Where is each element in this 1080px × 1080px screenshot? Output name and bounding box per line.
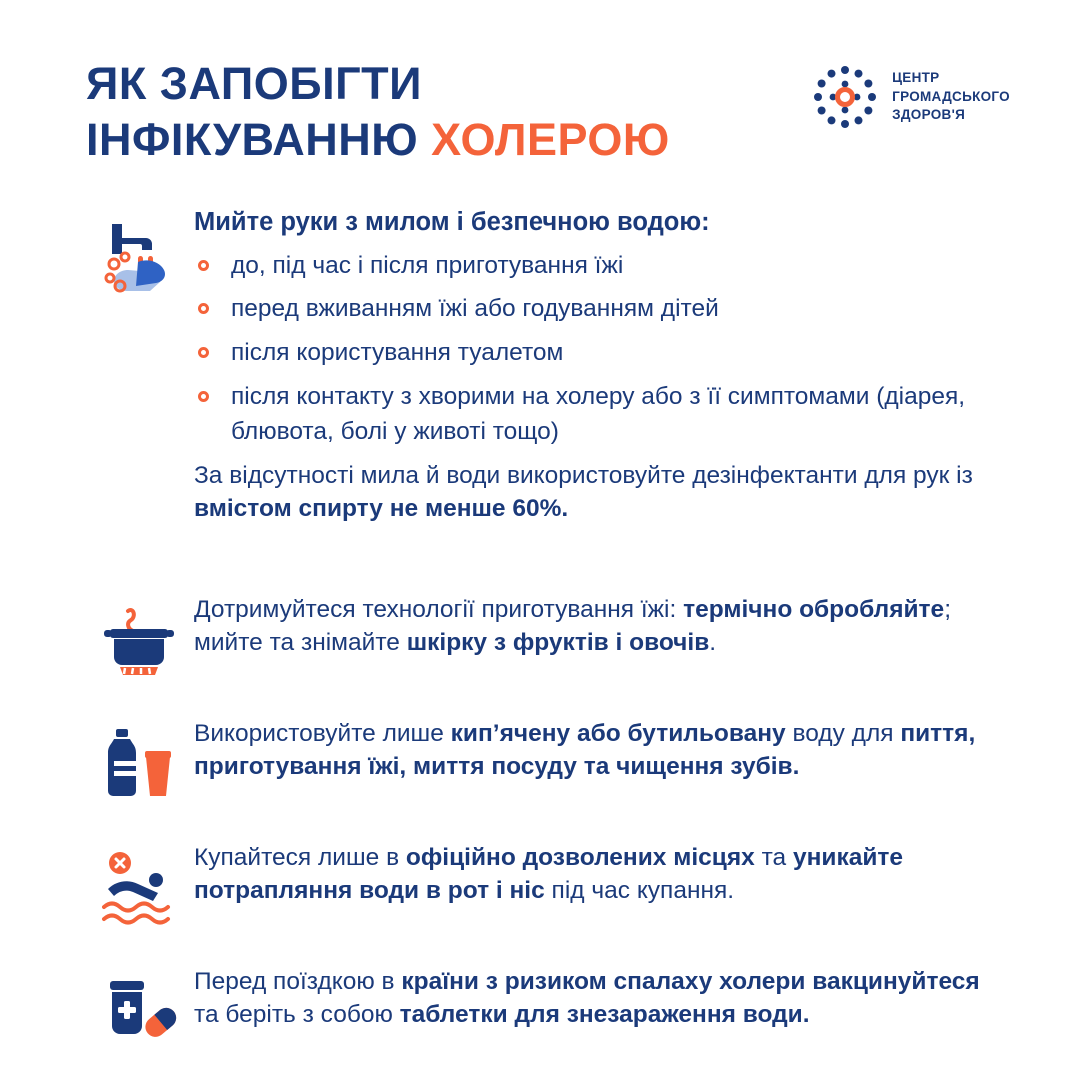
water-part-4: пиття, приготування їжі, миття посуду та чищення зубів.	[194, 719, 976, 780]
cooking-part-4: шкірку з фруктів і овочів	[406, 628, 710, 656]
handwashing-note	[194, 459, 1010, 527]
bullet-ring-icon	[198, 391, 209, 402]
advice-block-handwashing-text	[194, 206, 1020, 551]
logo-text-line-3: ЗДОРОВ'Я	[892, 107, 966, 123]
bullet-ring-icon	[198, 303, 209, 314]
advice-block-swimming-text	[194, 841, 1020, 908]
content	[86, 206, 1020, 1055]
list-item-label: до, під час і після приготування їжі	[231, 251, 624, 279]
cooking-paragraph	[194, 593, 1010, 660]
water-paragraph	[194, 717, 1010, 784]
water-bottle-glass-icon	[86, 717, 194, 807]
swimming-paragraph	[194, 841, 1010, 908]
advice-block-vaccine-text	[194, 965, 1020, 1032]
no-swimming-icon	[86, 841, 194, 931]
list-item	[194, 249, 1010, 284]
list-item-label: перед вживанням їжі або годуванням дітей	[231, 295, 719, 323]
swimming-part-2: офіційно дозволених місцях	[405, 843, 755, 871]
water-part-2: кип’ячену або бутильовану	[450, 719, 786, 747]
title-line-1: ЯК ЗАПОБІГТИ	[86, 58, 422, 109]
list-item-label: після користування туалетом	[231, 339, 564, 367]
vaccine-part-2: країни з ризиком спалаху холери вакцинуйтеся	[401, 967, 980, 995]
vaccine-part-4: таблетки для знезараження води.	[399, 1000, 810, 1028]
water-part-3: воду для	[785, 719, 901, 747]
advice-block-cooking-text	[194, 593, 1020, 660]
cooking-part-3: ; мийте та знімайте	[194, 595, 951, 656]
list-item-label: після контакту з хворими на холеру або з її симптомами (діарея, блювота, болі у животі тощо)	[231, 382, 966, 445]
vaccine-part-1: Перед поїздкою в	[194, 967, 402, 995]
cooking-part-2: термічно обробляйте	[683, 595, 945, 623]
advice-block-cooking	[86, 593, 1020, 683]
advice-block-water	[86, 717, 1020, 807]
water-part-1: Використовуйте лише	[194, 719, 451, 747]
logo-text	[892, 69, 1010, 125]
logo	[812, 64, 1010, 130]
list-item	[194, 380, 1010, 450]
title-line-2-accent: ХОЛЕРОЮ	[431, 113, 670, 165]
bullet-ring-icon	[198, 260, 209, 271]
list-item	[194, 292, 1010, 327]
vaccine-pill-icon	[86, 965, 194, 1055]
page-title	[86, 56, 670, 168]
handwashing-lead: Мийте руки з милом і безпечною водою:	[194, 208, 710, 236]
cooking-part-1: Дотримуйтеся технології приготування їжі:	[194, 595, 684, 623]
title-line-2-plain: ІНФІКУВАННЮ	[86, 113, 432, 165]
swimming-part-5: під час купання.	[544, 876, 735, 904]
handwashing-tap-icon	[86, 206, 194, 304]
advice-block-water-text	[194, 717, 1020, 784]
vaccine-part-3: та беріть з собою	[194, 1000, 400, 1028]
dotted-circle-logo-icon	[812, 64, 878, 130]
cooking-part-5: .	[709, 628, 717, 656]
cooking-pot-icon	[86, 593, 194, 683]
bullet-ring-icon	[198, 347, 209, 358]
advice-block-vaccine	[86, 965, 1020, 1055]
advice-block-handwashing	[86, 206, 1020, 551]
header	[86, 56, 1010, 168]
advice-block-swimming	[86, 841, 1020, 931]
logo-text-line-1: ЦЕНТР	[892, 70, 940, 86]
handwashing-note-bold: вмістом спирту не менше 60%.	[194, 495, 569, 523]
handwashing-note-plain: За відсутності мила й води використовуйте дезінфектанти для рук із	[194, 461, 973, 489]
swimming-part-4: уникайте потрапляння води в рот і ніс	[194, 843, 904, 904]
swimming-part-1: Купайтеся лише в	[194, 843, 406, 871]
swimming-part-3: та	[754, 843, 793, 871]
handwashing-bullet-list	[194, 249, 1010, 450]
vaccine-paragraph	[194, 965, 1010, 1032]
logo-text-line-2: ГРОМАДСЬКОГО	[892, 88, 1010, 104]
list-item	[194, 336, 1010, 371]
